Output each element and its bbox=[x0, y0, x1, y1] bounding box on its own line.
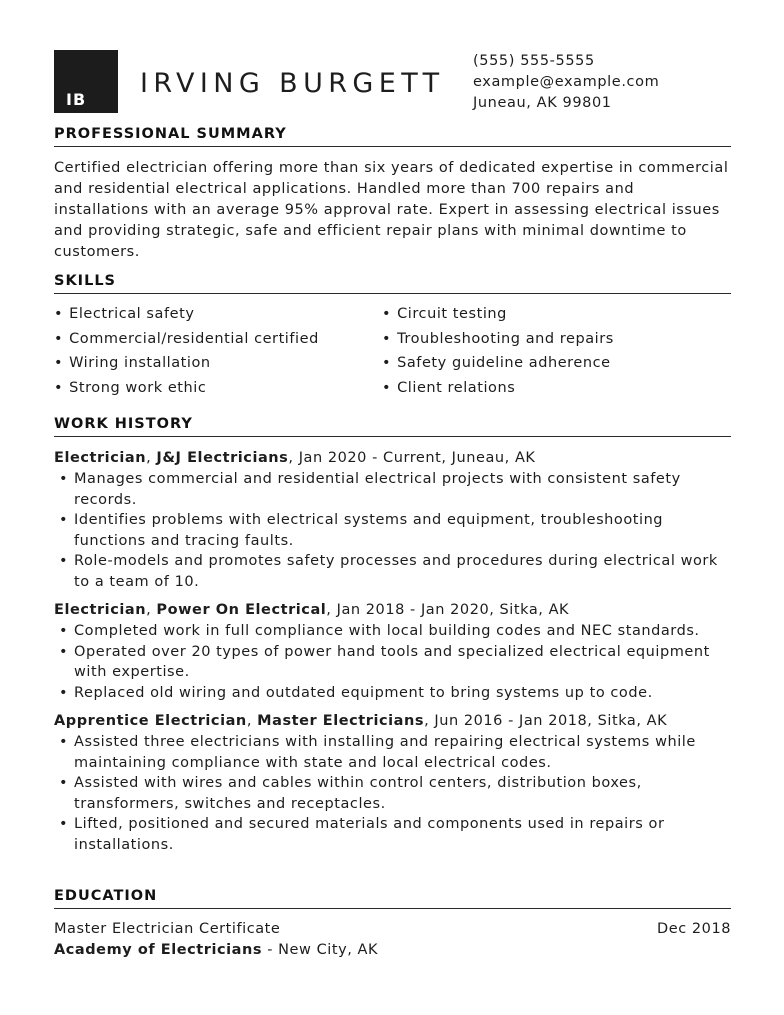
contact-info bbox=[473, 51, 659, 114]
job-title: Electrician bbox=[54, 602, 147, 618]
skill-item: • Circuit testing bbox=[382, 302, 614, 327]
skills-columns bbox=[54, 302, 731, 400]
job-entry bbox=[54, 600, 731, 703]
summary-text: Certified electrician offering more than six years of dedicated expertise in commercial and residential electrical applications. Handled more than 700 repairs and installations with an average 95% approval rate. Expert in assessing electrical issues and providing strategic, safe and efficient repair plans with minimal downtime to customers. bbox=[54, 160, 729, 260]
job-title: Apprentice Electrician bbox=[54, 713, 247, 729]
job-details: , Jan 2018 - Jan 2020, Sitka, AK bbox=[326, 602, 570, 618]
job-title-separator: , bbox=[146, 450, 157, 466]
education-degree-row bbox=[54, 919, 731, 940]
job-bullet: • Identifies problems with electrical systems and equipment, troubleshooting functions and tracing faults. bbox=[54, 510, 731, 551]
job-bullet: • Replaced old wiring and outdated equipment to bring systems up to code. bbox=[54, 683, 731, 704]
job-title-separator: , bbox=[246, 713, 258, 729]
education-school-row bbox=[54, 940, 731, 961]
job-details: , Jun 2016 - Jan 2018, Sitka, AK bbox=[424, 713, 668, 729]
skills-list-right bbox=[382, 302, 614, 400]
education-degree: Master Electrician Certificate bbox=[54, 921, 281, 937]
education-section bbox=[54, 887, 731, 961]
education-date: Dec 2018 bbox=[657, 921, 731, 937]
summary-heading: PROFESSIONAL SUMMARY bbox=[54, 125, 731, 147]
skills-heading: SKILLS bbox=[54, 272, 731, 294]
job-bullet: • Manages commercial and residential electrical projects with consistent safety records. bbox=[54, 469, 731, 510]
job-details: , Jan 2020 - Current, Juneau, AK bbox=[288, 450, 536, 466]
job-bullet: • Assisted three electricians with installing and repairing electrical systems while maintaining compliance with state and local electrical codes. bbox=[54, 732, 731, 773]
work-history-section bbox=[54, 415, 731, 855]
skill-item: • Troubleshooting and repairs bbox=[382, 327, 614, 352]
candidate-name: IRVING BURGETT bbox=[140, 68, 445, 99]
skills-list-left bbox=[54, 302, 382, 400]
job-bullet: • Operated over 20 types of power hand tools and specialized electrical equipment with expertise. bbox=[54, 642, 731, 683]
job-title-line bbox=[54, 448, 731, 469]
skill-item: • Wiring installation bbox=[54, 351, 382, 376]
monogram-block bbox=[54, 50, 118, 113]
job-bullet: • Assisted with wires and cables within control centers, distribution boxes, transformers, switches and receptacles. bbox=[54, 773, 731, 814]
job-bullet: • Completed work in full compliance with local building codes and NEC standards. bbox=[54, 621, 731, 642]
location: Juneau, AK 99801 bbox=[473, 95, 612, 111]
education-school: Academy of Electricians bbox=[54, 942, 263, 958]
phone: (555) 555-5555 bbox=[473, 53, 595, 69]
job-company: Power On Electrical bbox=[156, 602, 327, 618]
job-bullets bbox=[54, 732, 731, 855]
education-school-line bbox=[54, 940, 378, 961]
skill-item: • Electrical safety bbox=[54, 302, 382, 327]
skill-item: • Strong work ethic bbox=[54, 376, 382, 401]
skills-section bbox=[54, 272, 731, 400]
skill-item: • Commercial/residential certified bbox=[54, 327, 382, 352]
job-entry bbox=[54, 711, 731, 855]
job-bullet: • Lifted, positioned and secured materials and components used in repairs or installations. bbox=[54, 814, 731, 855]
work-history-heading: WORK HISTORY bbox=[54, 415, 731, 437]
summary-section bbox=[54, 125, 731, 263]
job-bullets bbox=[54, 469, 731, 592]
education-school-location: - New City, AK bbox=[262, 942, 379, 958]
job-title-separator: , bbox=[146, 602, 157, 618]
email: example@example.com bbox=[473, 74, 660, 90]
job-title-line bbox=[54, 600, 731, 621]
job-entry bbox=[54, 448, 731, 592]
job-company: J&J Electricians bbox=[156, 450, 289, 466]
job-bullet: • Role-models and promotes safety processes and procedures during electrical work to a team of 10. bbox=[54, 551, 731, 592]
monogram-initials: IB bbox=[66, 90, 87, 109]
skill-item: • Client relations bbox=[382, 376, 614, 401]
skill-item: • Safety guideline adherence bbox=[382, 351, 614, 376]
job-title: Electrician bbox=[54, 450, 147, 466]
job-bullets bbox=[54, 621, 731, 703]
job-company: Master Electricians bbox=[257, 713, 425, 729]
job-title-line bbox=[54, 711, 731, 732]
education-heading: EDUCATION bbox=[54, 887, 731, 909]
